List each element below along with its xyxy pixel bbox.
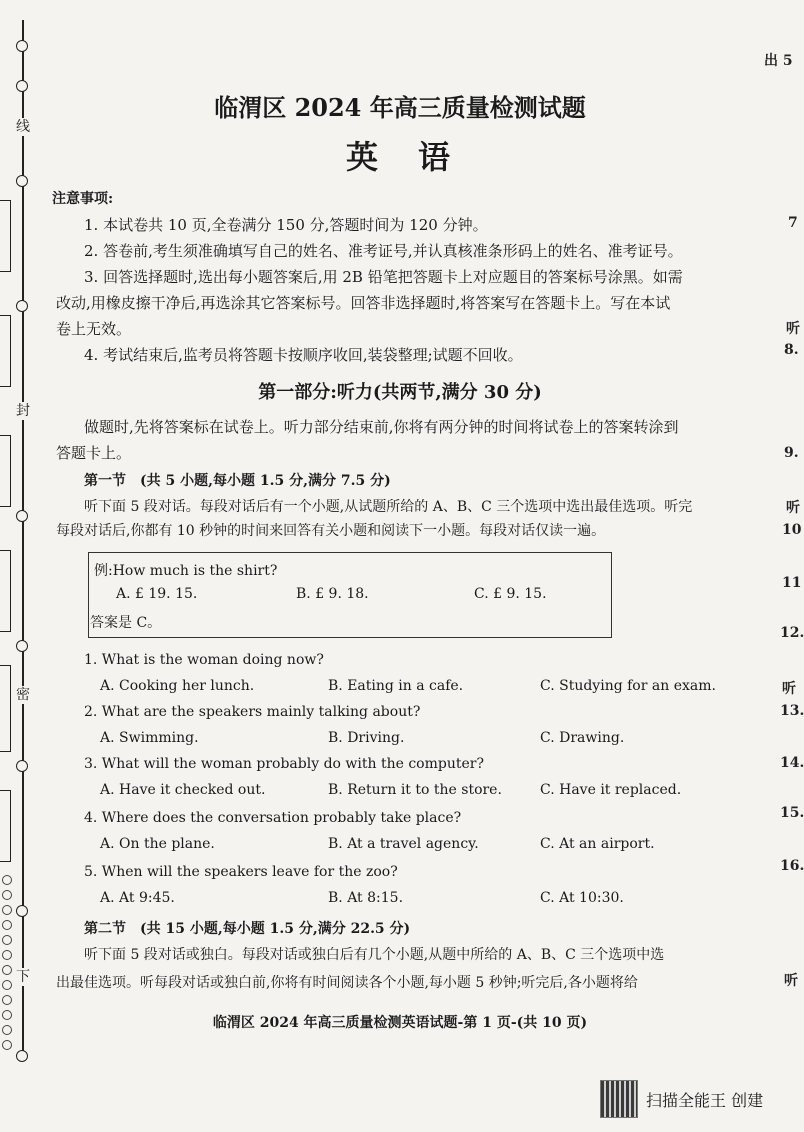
notice-item: 1. 本试卷共 10 页,全卷满分 150 分,答题时间为 120 分钟。 bbox=[84, 216, 488, 234]
q5-option-a: A. At 9:45. bbox=[100, 890, 175, 906]
binding-ring bbox=[2, 980, 12, 990]
q1-option-b: B. Eating in a cafe. bbox=[328, 678, 464, 694]
binding-ring bbox=[2, 950, 12, 960]
part1-intro: 做题时,先将答案标在试卷上。听力部分结束前,你将有两分钟的时间将试卷上的答案转涂到 bbox=[84, 418, 679, 436]
binding-ring bbox=[2, 875, 12, 885]
exam-title: 临渭区 2024 年高三质量检测试题 bbox=[214, 93, 586, 122]
page-footer: 临渭区 2024 年高三质量检测英语试题-第 1 页-(共 10 页) bbox=[212, 1015, 588, 1031]
section2-instructions: 听下面 5 段对话或独白。每段对话或独白后有几个小题,从题中所给的 A、B、C 三个选项中选 bbox=[84, 947, 665, 963]
bleed-text: 听 bbox=[782, 681, 796, 697]
binding-ring bbox=[2, 920, 12, 930]
part1-intro: 答题卡上。 bbox=[56, 444, 132, 462]
binding-char-mi: 密 bbox=[16, 687, 30, 703]
notice-item: 3. 回答选择题时,选出每小题答案后,用 2B 铅笔把答题卡上对应题目的答案标号涂黑。如需 bbox=[84, 268, 683, 286]
q2-option-b: B. Driving. bbox=[328, 730, 405, 746]
section2-instructions: 出最佳选项。听每段对话或独白前,你将有时间阅读各个小题,每小题 5 秒钟;听完后,各小题将给 bbox=[56, 975, 638, 991]
q5-option-c: C. At 10:30. bbox=[540, 890, 624, 906]
q2-option-a: A. Swimming. bbox=[100, 730, 199, 746]
q4-option-a: A. On the plane. bbox=[100, 836, 215, 852]
binding-char-xian: 线 bbox=[16, 119, 30, 135]
bleed-text: 听 bbox=[786, 321, 800, 337]
question-1: 1. What is the woman doing now? bbox=[84, 652, 324, 668]
scanner-watermark: 扫描全能王 创建 bbox=[646, 1091, 764, 1110]
binding-ring bbox=[2, 935, 12, 945]
binding-ring bbox=[2, 995, 12, 1005]
bleed-text: 16. bbox=[780, 858, 804, 874]
bleed-text: 12. bbox=[780, 625, 804, 641]
bleed-text: 15. bbox=[780, 805, 804, 821]
bleed-text: 8. bbox=[784, 342, 799, 358]
binding-circle bbox=[16, 300, 28, 312]
q1-option-c: C. Studying for an exam. bbox=[540, 678, 716, 694]
bleed-text: 11 bbox=[782, 575, 802, 591]
section2-title: 第二节 (共 15 小题,每小题 1.5 分,满分 22.5 分) bbox=[84, 921, 411, 937]
bleed-text: 出 5 bbox=[764, 53, 793, 69]
notice-item: 改动,用橡皮擦干净后,再选涂其它答案标号。回答非选择题时,将答案写在答题卡上。写在本试 bbox=[56, 294, 671, 312]
question-3: 3. What will the woman probably do with the computer? bbox=[84, 756, 484, 772]
example-option-c: C. £ 9. 15. bbox=[474, 586, 547, 602]
bleed-text: 7 bbox=[788, 215, 798, 231]
example-option-a: A. £ 19. 15. bbox=[116, 586, 198, 602]
notice-item: 2. 答卷前,考生须准确填写自己的姓名、准考证号,并认真核准条形码上的姓名、准考证号。 bbox=[84, 242, 683, 260]
q3-option-b: B. Return it to the store. bbox=[328, 782, 502, 798]
binding-box bbox=[0, 200, 11, 272]
binding-circle bbox=[16, 760, 28, 772]
bleed-text: 13. bbox=[780, 703, 804, 719]
q3-option-a: A. Have it checked out. bbox=[100, 782, 266, 798]
bleed-text: 10 bbox=[782, 522, 802, 538]
binding-box bbox=[0, 665, 11, 752]
binding-box bbox=[0, 550, 11, 632]
q4-option-b: B. At a travel agency. bbox=[328, 836, 479, 852]
notice-heading: 注意事项: bbox=[52, 191, 114, 207]
binding-ring bbox=[2, 890, 12, 900]
example-answer: 答案是 C。 bbox=[90, 615, 162, 631]
q4-option-c: C. At an airport. bbox=[540, 836, 655, 852]
binding-ring bbox=[2, 905, 12, 915]
bleed-text: 9. bbox=[784, 445, 799, 461]
q3-option-c: C. Have it replaced. bbox=[540, 782, 682, 798]
binding-circle bbox=[16, 640, 28, 652]
subject-title: 英 语 bbox=[345, 138, 454, 176]
bleed-text: 听 bbox=[786, 500, 800, 516]
example-question: 例:How much is the shirt? bbox=[94, 563, 278, 579]
binding-char-xia: 下 bbox=[16, 969, 30, 985]
q5-option-b: B. At 8:15. bbox=[328, 890, 404, 906]
section1-title: 第一节 (共 5 小题,每小题 1.5 分,满分 7.5 分) bbox=[84, 473, 391, 489]
binding-box bbox=[0, 315, 11, 387]
notice-item: 4. 考试结束后,监考员将答题卡按顺序收回,装袋整理;试题不回收。 bbox=[84, 346, 523, 364]
example-option-b: B. £ 9. 18. bbox=[296, 586, 369, 602]
binding-ring bbox=[2, 965, 12, 975]
part1-title: 第一部分:听力(共两节,满分 30 分) bbox=[258, 382, 542, 403]
binding-circle bbox=[16, 905, 28, 917]
binding-circle bbox=[16, 1050, 28, 1062]
bleed-text: 14. bbox=[780, 755, 804, 771]
binding-circle bbox=[16, 510, 28, 522]
binding-ring bbox=[2, 1040, 12, 1050]
binding-circle bbox=[16, 40, 28, 52]
binding-box bbox=[0, 435, 11, 507]
section1-instructions: 听下面 5 段对话。每段对话后有一个小题,从试题所给的 A、B、C 三个选项中选出最佳选项。听完 bbox=[84, 499, 693, 515]
qr-code-icon bbox=[600, 1080, 638, 1118]
binding-char-feng: 封 bbox=[16, 403, 30, 419]
question-4: 4. Where does the conversation probably take place? bbox=[84, 810, 462, 826]
question-2: 2. What are the speakers mainly talking about? bbox=[84, 704, 421, 720]
bleed-text: 听 bbox=[784, 973, 798, 989]
section1-instructions: 每段对话后,你都有 10 秒钟的时间来回答有关小题和阅读下一小题。每段对话仅读一遍。 bbox=[56, 523, 606, 539]
binding-box bbox=[0, 790, 11, 862]
question-5: 5. When will the speakers leave for the zoo? bbox=[84, 864, 398, 880]
q1-option-a: A. Cooking her lunch. bbox=[100, 678, 255, 694]
notice-item: 卷上无效。 bbox=[56, 320, 132, 338]
q2-option-c: C. Drawing. bbox=[540, 730, 625, 746]
